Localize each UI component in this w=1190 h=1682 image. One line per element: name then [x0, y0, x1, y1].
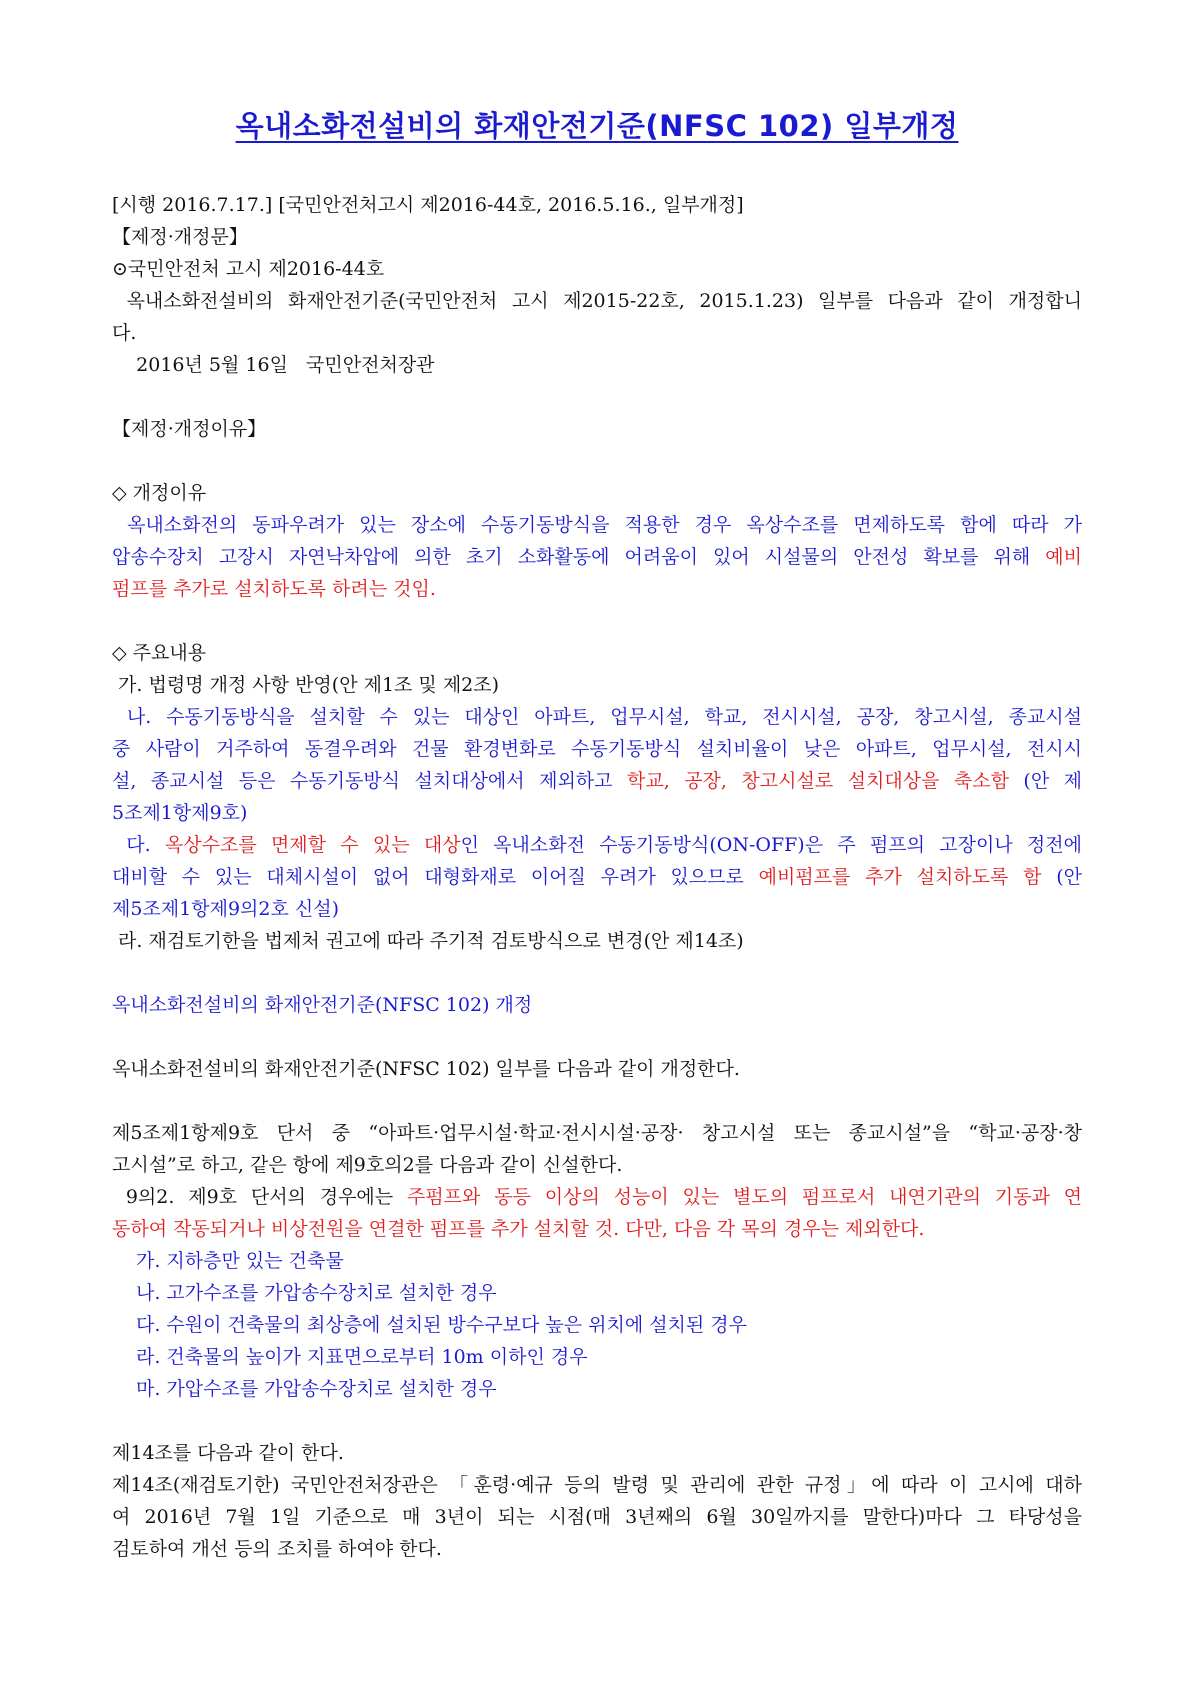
- spacer: [112, 445, 1082, 477]
- reason-heading: 【제정·개정이유】: [112, 418, 267, 440]
- reason-subheading: ◇ 개정이유: [112, 482, 207, 504]
- sub-item-na: 나. 고가수조를 가압송수장치로 설치한 경우: [136, 1282, 497, 1304]
- point-da-text-2: 대비할 수 있는 대체시설이 없어 대형화재로 이어질 우려가 있으므로: [112, 866, 759, 888]
- spacer: [112, 957, 1082, 989]
- spacer: [112, 381, 1082, 413]
- item-9-2-line-2: 동하여 작동되거나 비상전원을 연결한 펌프를 추가 설치할 것. 다만, 다음 각 목의 경우는 제외한다.: [112, 1218, 925, 1240]
- amendment-intro: 옥내소화전설비의 화재안전기준(NFSC 102) 일부를 다음과 같이 개정한다.: [112, 1058, 740, 1080]
- point-na-line-2: 중 사람이 거주하여 동결우려와 건물 환경변화로 수동기동방식 설치비율이 낮은 아파트, 업무시설, 전시시: [112, 738, 1082, 760]
- intro-line-1: 옥내소화전설비의 화재안전기준(국민안전처 고시 제2015-22호, 2015.1.23) 일부를 다음과 같이 개정합니: [112, 290, 1082, 312]
- article14-line-1: 제14조(재검토기한) 국민안전처장관은 「훈령·예규 등의 발령 및 관리에 관한 규정」에 따라 이 고시에 대하: [112, 1474, 1082, 1496]
- article14-line-2: 여 2016년 7월 1일 기준으로 매 3년이 되는 시점(매 3년째의 6월 30일까지를 말한다)마다 그 타당성을: [112, 1506, 1082, 1528]
- item-9-2-label: 9의2. 제9호 단서의 경우에는: [112, 1186, 407, 1208]
- spacer: [112, 1405, 1082, 1437]
- point-na-ref: (안 제: [1008, 770, 1083, 792]
- intro-line-2: 다.: [112, 322, 137, 344]
- item-9-2-highlight: 주펌프와 동등 이상의 성능이 있는 별도의 펌프로서 내연기관의 기동과 연: [406, 1186, 1082, 1208]
- point-na-text: 설, 종교시설 등은 수동기동방식 설치대상에서 제외하고: [112, 770, 627, 792]
- point-da-line-3: 제5조제1항제9의2호 신설): [112, 898, 339, 920]
- point-da-label: 다.: [112, 834, 165, 856]
- spacer: [112, 605, 1082, 637]
- spacer: [112, 1085, 1082, 1117]
- sub-item-ga: 가. 지하층만 있는 건축물: [136, 1250, 344, 1272]
- point-na-line-1: 나. 수동기동방식을 설치할 수 있는 대상인 아파트, 업무시설, 학교, 전시시설, 공장, 창고시설, 종교시설: [112, 706, 1082, 728]
- text-heading: 【제정·개정문】: [112, 226, 248, 248]
- document-title: 옥내소화전설비의 화재안전기준(NFSC 102) 일부개정: [235, 109, 959, 143]
- point-ga: 가. 법령명 개정 사항 반영(안 제1조 및 제2조): [112, 674, 500, 696]
- point-na-line-4: 5조제1항제9호): [112, 802, 248, 824]
- amendment-heading: 옥내소화전설비의 화재안전기준(NFSC 102) 개정: [112, 994, 533, 1016]
- point-da-line-1: [112, 829, 1082, 861]
- sub-item-ma: 마. 가압수조를 가압송수장치로 설치한 경우: [136, 1378, 497, 1400]
- reason-text: 압송수장치 고장시 자연낙차압에 의한 초기 소화활동에 어려움이 있어 시설물의 안전성 확보를 위해: [112, 546, 1046, 568]
- article14-line-3: 검토하여 개선 등의 조치를 하여야 한다.: [112, 1538, 442, 1560]
- point-da-text-1: 인 옥내소화전 수동기동방식(ON-OFF)은 주 펌프의 고장이나 정전에: [460, 834, 1082, 856]
- main-points-heading: ◇ 주요내용: [112, 642, 207, 664]
- reason-paragraph-line-1: 옥내소화전의 동파우려가 있는 장소에 수동기동방식을 적용한 경우 옥상수조를 면제하도록 함에 따라 가: [112, 514, 1082, 536]
- point-da-ref: (안: [1041, 866, 1082, 888]
- point-da-highlight-1: 옥상수조를 면제할 수 있는 대상: [164, 834, 461, 856]
- point-ra: 라. 재검토기한을 법제처 권고에 따라 주기적 검토방식으로 변경(안 제14조): [112, 930, 744, 952]
- point-da-line-2: [112, 861, 1082, 893]
- sub-item-da: 다. 수원이 건축물의 최상층에 설치된 방수구보다 높은 위치에 설치된 경우: [136, 1314, 748, 1336]
- point-da-highlight-2: 예비펌프를 추가 설치하도록 함: [758, 866, 1042, 888]
- notice-number: ⊙국민안전처 고시 제2016-44호: [112, 258, 385, 280]
- spacer: [112, 1021, 1082, 1053]
- reason-paragraph-line-2: [112, 541, 1082, 573]
- article14-intro: 제14조를 다음과 같이 한다.: [112, 1442, 344, 1464]
- sub-item-ra: 라. 건축물의 높이가 지표면으로부터 10m 이하인 경우: [136, 1346, 588, 1368]
- date-signer: 2016년 5월 16일 국민안전처장관: [112, 354, 435, 376]
- enforcement-line: [시행 2016.7.17.] [국민안전처고시 제2016-44호, 2016.5.16., 일부개정]: [112, 194, 744, 216]
- reason-paragraph-line-3: 펌프를 추가로 설치하도록 하려는 것임.: [112, 578, 436, 600]
- point-na-line-3: [112, 765, 1082, 797]
- article5-line-1: 제5조제1항제9호 단서 중 “아파트·업무시설·학교·전시시설·공장· 창고시설 또는 종교시설”을 “학교·공장·창: [112, 1122, 1082, 1144]
- reason-highlight: 예비: [1045, 546, 1082, 568]
- article5-line-2: 고시설”로 하고, 같은 항에 제9호의2를 다음과 같이 신설한다.: [112, 1154, 623, 1176]
- point-na-highlight: 학교, 공장, 창고시설로 설치대상을 축소함: [626, 770, 1009, 792]
- item-9-2-line-1: [112, 1181, 1082, 1213]
